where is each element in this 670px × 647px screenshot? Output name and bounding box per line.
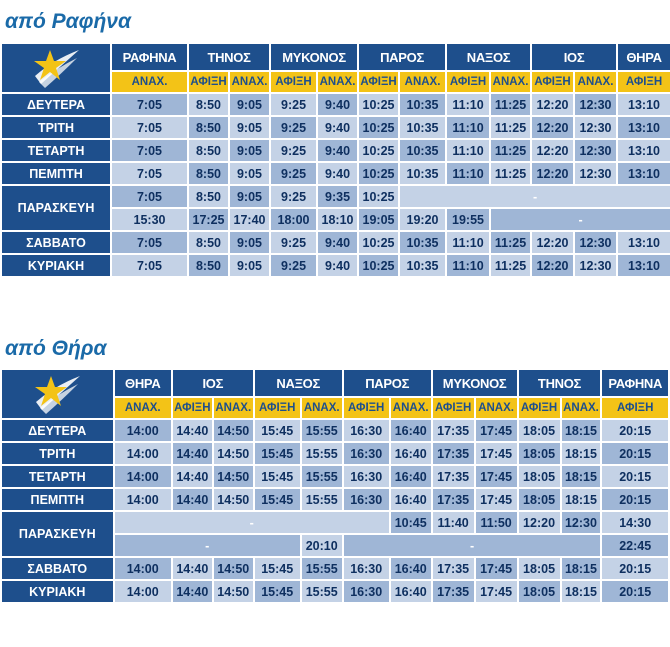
time-cell: 15:45 [255, 420, 300, 441]
time-cell: 14:50 [214, 443, 253, 464]
time-cell: 12:20 [532, 140, 573, 161]
time-cell: 14:50 [214, 558, 253, 579]
time-cell: 15:55 [302, 489, 342, 510]
time-cell: 9:05 [230, 140, 269, 161]
time-cell: 18:00 [271, 209, 316, 230]
time-cell: 22:45 [602, 535, 668, 556]
time-cell: 11:40 [433, 512, 474, 533]
time-cell: 12:20 [532, 117, 573, 138]
day-label: ΔΕΥΤΕΡΑ [2, 420, 113, 441]
departure-label: ΑΝΑΧ. [318, 72, 357, 92]
no-service-cell: - [344, 535, 601, 556]
arrival-label: ΑΦΙΞΗ [532, 72, 573, 92]
time-cell: 10:45 [391, 512, 431, 533]
time-cell: 20:10 [302, 535, 342, 556]
time-cell: 17:35 [433, 466, 474, 487]
time-cell: 14:40 [173, 420, 212, 441]
time-cell: 7:05 [112, 186, 187, 207]
time-cell: 9:40 [318, 117, 357, 138]
time-cell: 10:25 [359, 140, 398, 161]
time-cell: 16:30 [344, 581, 389, 602]
table-row [2, 420, 668, 441]
port-header: ΜΥΚΟΝΟΣ [433, 370, 517, 396]
time-cell: 14:00 [115, 581, 171, 602]
time-cell: 8:50 [189, 186, 228, 207]
time-cell: 12:20 [532, 94, 573, 115]
time-cell: 7:05 [112, 255, 187, 276]
time-cell: 14:50 [214, 489, 253, 510]
time-cell: 11:10 [447, 232, 489, 253]
time-cell: 10:25 [359, 255, 398, 276]
time-cell: 18:15 [562, 443, 601, 464]
time-cell: 14:50 [214, 581, 253, 602]
port-header: ΙΟΣ [173, 370, 253, 396]
time-cell: 10:25 [359, 232, 398, 253]
table-row [2, 443, 668, 464]
day-label: ΤΡΙΤΗ [2, 443, 113, 464]
time-cell: 19:55 [447, 209, 489, 230]
port-header: ΠΑΡΟΣ [359, 44, 445, 70]
time-cell: 9:05 [230, 232, 269, 253]
time-cell: 16:40 [391, 443, 431, 464]
table-row [2, 117, 670, 138]
time-cell: 14:30 [602, 512, 668, 533]
departure-label: ΑΝΑΧ. [562, 398, 601, 418]
day-label: ΠΑΡΑΣΚΕΥΗ [2, 512, 113, 556]
time-cell: 9:25 [271, 163, 316, 184]
time-cell: 8:50 [189, 117, 228, 138]
time-cell: 12:30 [575, 255, 616, 276]
day-label: ΠΕΜΠΤΗ [2, 489, 113, 510]
time-cell: 15:45 [255, 581, 300, 602]
time-cell: 18:15 [562, 466, 601, 487]
time-cell: 10:25 [359, 94, 398, 115]
time-cell: 13:10 [618, 117, 670, 138]
time-cell: 17:45 [476, 489, 517, 510]
port-header: ΝΑΞΟΣ [447, 44, 530, 70]
time-cell: 11:25 [491, 163, 530, 184]
table-row [2, 489, 668, 510]
table-row [2, 466, 668, 487]
time-cell: 13:10 [618, 232, 670, 253]
time-cell: 9:25 [271, 255, 316, 276]
star-swoosh-logo-icon [32, 372, 82, 416]
departure-label: ΑΝΑΧ. [400, 72, 445, 92]
time-cell: 14:00 [115, 466, 171, 487]
time-cell: 17:35 [433, 489, 474, 510]
time-cell: 8:50 [189, 255, 228, 276]
time-cell: 20:15 [602, 443, 668, 464]
time-cell: 16:30 [344, 420, 389, 441]
time-cell: 12:20 [519, 512, 560, 533]
time-cell: 9:40 [318, 255, 357, 276]
time-cell: 8:50 [189, 232, 228, 253]
time-cell: 14:00 [115, 489, 171, 510]
day-label: ΔΕΥΤΕΡΑ [2, 94, 110, 115]
time-cell: 18:15 [562, 489, 601, 510]
time-cell: 17:35 [433, 558, 474, 579]
port-header: ΜΥΚΟΝΟΣ [271, 44, 357, 70]
arrival-label: ΑΦΙΞΗ [271, 72, 316, 92]
departure-label: ΑΝΑΧ. [214, 398, 253, 418]
arrival-label: ΑΦΙΞΗ [255, 398, 300, 418]
time-cell: 9:25 [271, 117, 316, 138]
company-logo [2, 370, 113, 418]
time-cell: 9:25 [271, 140, 316, 161]
port-header: ΠΑΡΟΣ [344, 370, 431, 396]
time-cell: 12:30 [562, 512, 601, 533]
time-cell: 13:10 [618, 94, 670, 115]
time-cell: 15:55 [302, 581, 342, 602]
time-cell: 9:05 [230, 186, 269, 207]
time-cell: 10:25 [359, 163, 398, 184]
time-cell: 9:40 [318, 140, 357, 161]
time-cell: 9:05 [230, 94, 269, 115]
time-cell: 18:15 [562, 581, 601, 602]
port-header: ΘΗΡΑ [618, 44, 670, 70]
port-header: ΤΗΝΟΣ [519, 370, 601, 396]
time-cell: 14:00 [115, 420, 171, 441]
time-cell: 19:05 [359, 209, 398, 230]
table-row [2, 232, 670, 253]
no-service-cell: - [115, 512, 389, 533]
day-label: ΚΥΡΙΑΚΗ [2, 255, 110, 276]
time-cell: 11:25 [491, 232, 530, 253]
time-cell: 12:30 [575, 117, 616, 138]
time-cell: 18:05 [519, 558, 560, 579]
time-cell: 17:45 [476, 420, 517, 441]
star-swoosh-logo-icon [31, 46, 81, 90]
departure-label: ΑΝΑΧ. [115, 398, 171, 418]
time-cell: 18:05 [519, 581, 560, 602]
timetable-from-rafina [0, 42, 670, 278]
time-cell: 15:30 [112, 209, 187, 230]
time-cell: 9:40 [318, 163, 357, 184]
company-logo [2, 44, 110, 92]
time-cell: 13:10 [618, 140, 670, 161]
time-cell: 11:10 [447, 255, 489, 276]
time-cell: 18:05 [519, 489, 560, 510]
time-cell: 15:55 [302, 558, 342, 579]
time-cell: 14:40 [173, 443, 212, 464]
no-service-cell: - [491, 209, 670, 230]
departure-label: ΑΝΑΧ. [491, 72, 530, 92]
time-cell: 9:40 [318, 232, 357, 253]
time-cell: 16:40 [391, 420, 431, 441]
time-cell: 20:15 [602, 581, 668, 602]
time-cell: 18:05 [519, 443, 560, 464]
time-cell: 19:20 [400, 209, 445, 230]
day-label: ΚΥΡΙΑΚΗ [2, 581, 113, 602]
time-cell: 11:25 [491, 94, 530, 115]
arrival-label: ΑΦΙΞΗ [433, 398, 474, 418]
time-cell: 10:35 [400, 117, 445, 138]
day-label: ΤΕΤΑΡΤΗ [2, 466, 113, 487]
time-cell: 16:40 [391, 466, 431, 487]
table-row [2, 581, 668, 602]
time-cell: 9:05 [230, 163, 269, 184]
time-cell: 8:50 [189, 94, 228, 115]
time-cell: 17:45 [476, 443, 517, 464]
time-cell: 10:35 [400, 255, 445, 276]
time-cell: 16:30 [344, 489, 389, 510]
time-cell: 13:10 [618, 255, 670, 276]
time-cell: 15:45 [255, 466, 300, 487]
time-cell: 14:40 [173, 558, 212, 579]
arrival-label: ΑΦΙΞΗ [344, 398, 389, 418]
time-cell: 7:05 [112, 140, 187, 161]
arrival-label: ΑΦΙΞΗ [189, 72, 228, 92]
time-cell: 12:20 [532, 255, 573, 276]
time-cell: 10:35 [400, 232, 445, 253]
time-cell: 15:55 [302, 420, 342, 441]
time-cell: 9:25 [271, 232, 316, 253]
time-cell: 17:35 [433, 443, 474, 464]
time-cell: 17:25 [189, 209, 228, 230]
time-cell: 12:30 [575, 232, 616, 253]
time-cell: 20:15 [602, 466, 668, 487]
time-cell: 15:45 [255, 558, 300, 579]
day-label: ΤΡΙΤΗ [2, 117, 110, 138]
time-cell: 9:40 [318, 94, 357, 115]
time-cell: 10:35 [400, 140, 445, 161]
day-label: ΠΕΜΠΤΗ [2, 163, 110, 184]
departure-label: ΑΝΑΧ. [112, 72, 187, 92]
time-cell: 12:30 [575, 94, 616, 115]
time-cell: 15:55 [302, 466, 342, 487]
table-row [2, 94, 670, 115]
time-cell: 17:40 [230, 209, 269, 230]
time-cell: 16:30 [344, 466, 389, 487]
time-cell: 11:10 [447, 94, 489, 115]
time-cell: 7:05 [112, 117, 187, 138]
time-cell: 10:25 [359, 186, 398, 207]
departure-label: ΑΝΑΧ. [476, 398, 517, 418]
time-cell: 14:50 [214, 420, 253, 441]
table-row [2, 163, 670, 184]
time-cell: 14:00 [115, 558, 171, 579]
time-cell: 17:45 [476, 581, 517, 602]
time-cell: 16:40 [391, 581, 431, 602]
time-cell: 16:40 [391, 489, 431, 510]
departure-label: ΑΝΑΧ. [230, 72, 269, 92]
time-cell: 7:05 [112, 232, 187, 253]
time-cell: 11:10 [447, 140, 489, 161]
time-cell: 16:30 [344, 558, 389, 579]
table-row [2, 512, 668, 533]
departure-label: ΑΝΑΧ. [302, 398, 342, 418]
table-row [2, 186, 670, 207]
time-cell: 16:40 [391, 558, 431, 579]
section-title-from-thira: από Θήρα [5, 337, 107, 360]
day-label: ΠΑΡΑΣΚΕΥΗ [2, 186, 110, 230]
time-cell: 11:25 [491, 140, 530, 161]
table-row [2, 255, 670, 276]
port-header: ΙΟΣ [532, 44, 616, 70]
arrival-label: ΑΦΙΞΗ [602, 398, 668, 418]
table-row [2, 558, 668, 579]
time-cell: 20:15 [602, 558, 668, 579]
time-cell: 16:30 [344, 443, 389, 464]
time-cell: 7:05 [112, 163, 187, 184]
time-cell: 17:35 [433, 420, 474, 441]
time-cell: 11:50 [476, 512, 517, 533]
no-service-cell: - [400, 186, 670, 207]
table-row [2, 140, 670, 161]
time-cell: 13:10 [618, 163, 670, 184]
time-cell: 8:50 [189, 163, 228, 184]
time-cell: 8:50 [189, 140, 228, 161]
port-header: ΡΑΦΗΝΑ [112, 44, 187, 70]
port-header: ΤΗΝΟΣ [189, 44, 269, 70]
time-cell: 9:05 [230, 117, 269, 138]
arrival-label: ΑΦΙΞΗ [447, 72, 489, 92]
departure-label: ΑΝΑΧ. [575, 72, 616, 92]
no-service-cell: - [115, 535, 300, 556]
time-cell: 11:10 [447, 163, 489, 184]
time-cell: 18:10 [318, 209, 357, 230]
day-label: ΤΕΤΑΡΤΗ [2, 140, 110, 161]
time-cell: 12:20 [532, 163, 573, 184]
time-cell: 20:15 [602, 420, 668, 441]
time-cell: 17:45 [476, 558, 517, 579]
time-cell: 11:25 [491, 255, 530, 276]
time-cell: 11:25 [491, 117, 530, 138]
time-cell: 12:20 [532, 232, 573, 253]
arrival-label: ΑΦΙΞΗ [519, 398, 560, 418]
time-cell: 10:35 [400, 163, 445, 184]
time-cell: 9:25 [271, 94, 316, 115]
time-cell: 17:45 [476, 466, 517, 487]
port-header: ΡΑΦΗΝΑ [602, 370, 668, 396]
port-header: ΘΗΡΑ [115, 370, 171, 396]
time-cell: 15:45 [255, 489, 300, 510]
time-cell: 14:40 [173, 489, 212, 510]
arrival-label: ΑΦΙΞΗ [618, 72, 670, 92]
timetable-from-thira [0, 368, 670, 604]
arrival-label: ΑΦΙΞΗ [173, 398, 212, 418]
time-cell: 9:35 [318, 186, 357, 207]
time-cell: 12:30 [575, 163, 616, 184]
time-cell: 11:10 [447, 117, 489, 138]
time-cell: 18:05 [519, 420, 560, 441]
time-cell: 17:35 [433, 581, 474, 602]
time-cell: 15:45 [255, 443, 300, 464]
time-cell: 20:15 [602, 489, 668, 510]
time-cell: 10:35 [400, 94, 445, 115]
time-cell: 7:05 [112, 94, 187, 115]
time-cell: 18:05 [519, 466, 560, 487]
port-header: ΝΑΞΟΣ [255, 370, 342, 396]
time-cell: 10:25 [359, 117, 398, 138]
time-cell: 15:55 [302, 443, 342, 464]
time-cell: 18:15 [562, 558, 601, 579]
departure-label: ΑΝΑΧ. [391, 398, 431, 418]
time-cell: 18:15 [562, 420, 601, 441]
day-label: ΣΑΒΒΑΤΟ [2, 558, 113, 579]
time-cell: 9:25 [271, 186, 316, 207]
section-title-from-rafina: από Ραφήνα [5, 10, 131, 33]
time-cell: 12:30 [575, 140, 616, 161]
time-cell: 14:40 [173, 466, 212, 487]
day-label: ΣΑΒΒΑΤΟ [2, 232, 110, 253]
arrival-label: ΑΦΙΞΗ [359, 72, 398, 92]
time-cell: 9:05 [230, 255, 269, 276]
time-cell: 14:50 [214, 466, 253, 487]
time-cell: 14:40 [173, 581, 212, 602]
time-cell: 14:00 [115, 443, 171, 464]
